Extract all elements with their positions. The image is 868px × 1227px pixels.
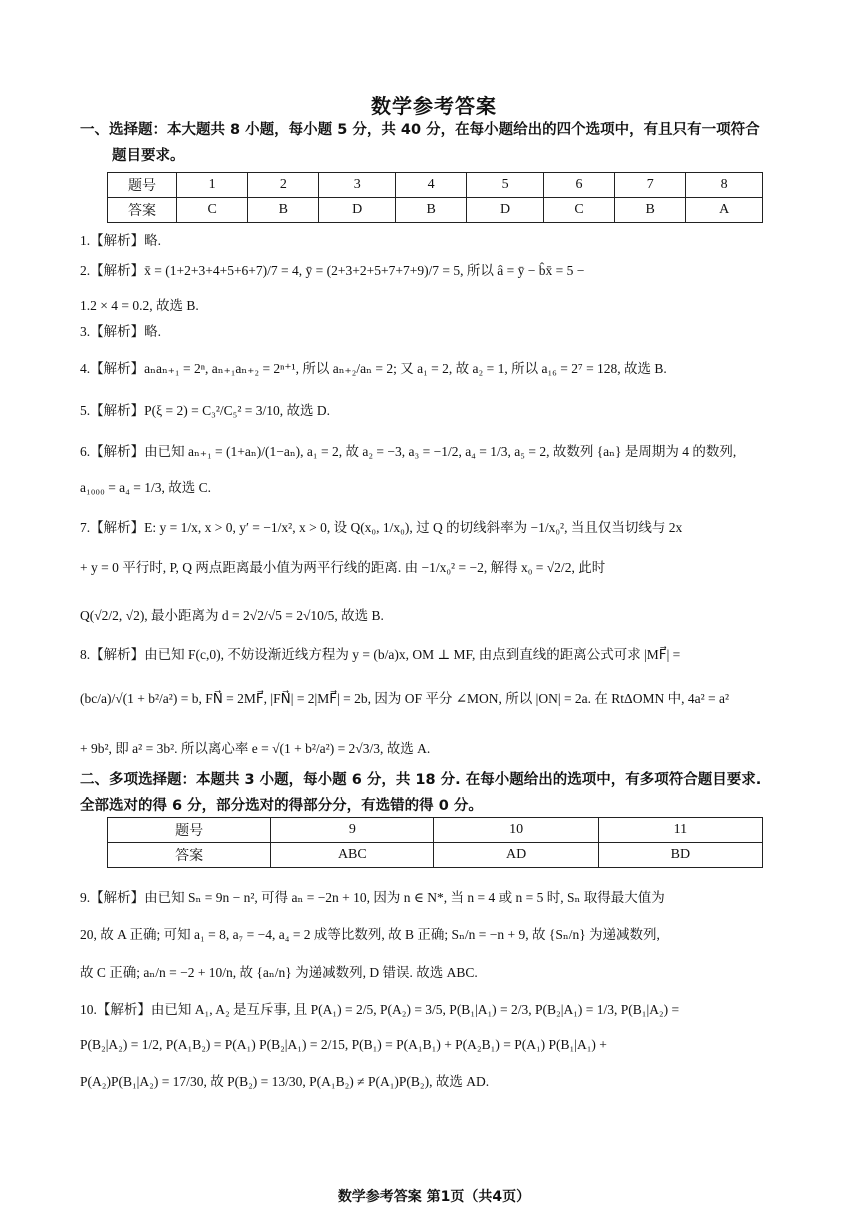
solution-line: 6.【解析】由已知 aₙ₊₁ = (1+aₙ)/(1−aₙ), a₁ = 2, 故 a₂ = −3, a₃ = −1/2, a₄ = 1/3, a₅ = 2, 故数列 {aₙ} 是周期为 4 的数列, — [80, 444, 737, 459]
solution-line: (bc/a)/√(1 + b²/a²) = b, FN⃗ = 2MF⃗, |FN⃗| = 2|MF⃗| = 2b, 因为 OF 平分 ∠MON, 所以 |ON| = 2a. 在 RtΔOMN 中, 4a² = a² — [80, 691, 730, 706]
table-cell: AD — [434, 843, 598, 868]
table-cell: 4 — [396, 173, 467, 198]
table-row — [108, 198, 763, 223]
table-cell: 7 — [615, 173, 686, 198]
solution-line: 1.【解析】略. — [80, 233, 161, 248]
solution-line: 4.【解析】aₙaₙ₊₁ = 2ⁿ, aₙ₊₁aₙ₊₂ = 2ⁿ⁺¹, 所以 aₙ₊₂/aₙ = 2; 又 a₁ = 2, 故 a₂ = 1, 所以 a₁₆ = 2⁷ = 128, 故选 B. — [80, 361, 667, 376]
solution-line: P(A₂)P(B₁|A₂) = 17/30, 故 P(B₂) = 13/30, P(A₁B₂) ≠ P(A₁)P(B₂), 故选 AD. — [80, 1074, 490, 1089]
solution-line: 20, 故 A 正确; 可知 a₁ = 8, a₇ = −4, a₄ = 2 成等比数列, 故 B 正确; Sₙ/n = −n + 9, 故 {Sₙ/n} 为递减数列, — [80, 927, 660, 942]
solution-line: 故 C 正确; aₙ/n = −2 + 10/n, 故 {aₙ/n} 为递减数列, D 错误. 故选 ABC. — [80, 965, 478, 980]
table-cell: 6 — [543, 173, 614, 198]
solution-line: Q(√2/2, √2), 最小距离为 d = 2√2/√5 = 2√10/5, 故选 B. — [80, 608, 384, 623]
table-cell: D — [319, 198, 396, 223]
solution-line: 5.【解析】P(ξ = 2) = C₃²/C₅² = 3/10, 故选 D. — [80, 403, 331, 418]
table-cell: 2 — [248, 173, 319, 198]
table-cell: 11 — [598, 818, 762, 843]
table-cell: D — [467, 198, 544, 223]
section1-heading-line1: 一、选择题：本大题共 8 小题，每小题 5 分，共 40 分，在每小题给出的四个选项中，有且只有一项符合 — [80, 122, 760, 138]
table-header-cell: 答案 — [108, 198, 177, 223]
section2-heading-line1: 二、多项选择题：本题共 3 小题，每小题 6 分，共 18 分. 在每小题给出的选项中，有多项符合题目要求. — [80, 772, 762, 788]
solution-line: 2.【解析】x̄ = (1+2+3+4+5+6+7)/7 = 4, ȳ = (2+3+2+5+7+7+9)/7 = 5, 所以 â = ȳ − b̂x̄ = 5 − — [80, 263, 585, 278]
solution-line: 8.【解析】由已知 F(c,0), 不妨设渐近线方程为 y = (b/a)x, OM ⊥ MF, 由点到直线的距离公式可求 |MF⃗| = — [80, 647, 681, 662]
solution-line: P(B₂|A₂) = 1/2, P(A₁B₂) = P(A₁) P(B₂|A₁) = 2/15, P(B₁) = P(A₁B₁) + P(A₂B₁) = P(A₁) P(B₁|A₁) + — [80, 1037, 607, 1052]
table-cell: ABC — [271, 843, 434, 868]
table-cell: 5 — [467, 173, 544, 198]
section2-heading — [80, 767, 785, 819]
table-cell: B — [615, 198, 686, 223]
table-cell: 10 — [434, 818, 598, 843]
table-cell: B — [396, 198, 467, 223]
table-row — [108, 818, 763, 843]
section1-answer-table — [107, 172, 763, 223]
table-row — [108, 843, 763, 868]
table-cell: 8 — [686, 173, 763, 198]
solution-line: + y = 0 平行时, P, Q 两点距离最小值为两平行线的距离. 由 −1/x₀² = −2, 解得 x₀ = √2/2, 此时 — [80, 560, 606, 575]
table-row — [108, 173, 763, 198]
table-cell: 9 — [271, 818, 434, 843]
solution-line: + 9b², 即 a² = 3b². 所以离心率 e = √(1 + b²/a²) = 2√3/3, 故选 A. — [80, 741, 431, 756]
table-header-cell: 题号 — [108, 173, 177, 198]
table-cell: B — [248, 198, 319, 223]
table-cell: C — [177, 198, 248, 223]
section2-heading-line2: 全部选对的得 6 分，部分选对的得部分分，有选错的得 0 分。 — [80, 798, 483, 814]
section1-heading-line2: 题目要求。 — [112, 148, 185, 164]
solution-line: a₁₀₀₀ = a₄ = 1/3, 故选 C. — [80, 480, 211, 495]
table-header-cell: 题号 — [108, 818, 271, 843]
solution-line: 9.【解析】由已知 Sₙ = 9n − n², 可得 aₙ = −2n + 10, 因为 n ∈ N*, 当 n = 4 或 n = 5 时, Sₙ 取得最大值为 — [80, 890, 665, 905]
table-cell: C — [543, 198, 614, 223]
table-cell: 3 — [319, 173, 396, 198]
table-cell: 1 — [177, 173, 248, 198]
table-cell: A — [686, 198, 763, 223]
table-cell: BD — [598, 843, 762, 868]
section1-heading — [80, 117, 785, 169]
solution-line: 1.2 × 4 = 0.2, 故选 B. — [80, 298, 199, 313]
section2-answer-table — [107, 817, 763, 868]
solution-line: 10.【解析】由已知 A₁, A₂ 是互斥事, 且 P(A₁) = 2/5, P(A₂) = 3/5, P(B₁|A₁) = 2/3, P(B₂|A₁) = 1/3, P(B₁|A₂) = — [80, 1002, 680, 1017]
page-title: 数学参考答案 — [371, 94, 497, 118]
solution-line: 7.【解析】E: y = 1/x, x > 0, y′ = −1/x², x > 0, 设 Q(x₀, 1/x₀), 过 Q 的切线斜率为 −1/x₀², 当且仅当切线与 2x — [80, 520, 683, 535]
table-header-cell: 答案 — [108, 843, 271, 868]
solution-line: 3.【解析】略. — [80, 324, 161, 339]
page-footer: 数学参考答案 第1页（共4页） — [337, 1189, 531, 1205]
